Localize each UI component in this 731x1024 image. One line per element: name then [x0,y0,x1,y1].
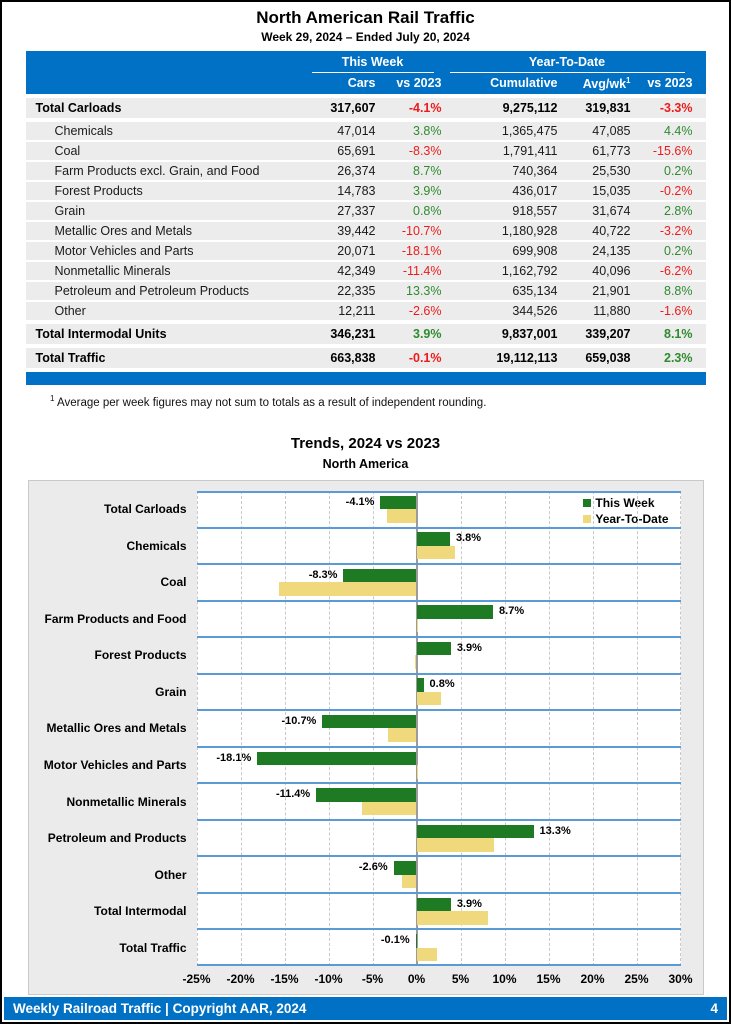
band-separator-line [197,491,681,493]
cell-label: Total Intermodal Units [35,327,167,342]
legend-swatch-ytd [583,515,591,523]
cell-avgwk: 659,038 [585,351,631,366]
cell-label: Motor Vehicles and Parts [54,244,194,259]
col-header-cumulative: Cumulative [490,76,558,90]
cell-cars: 47,014 [337,124,376,139]
cell-cumulative: 1,162,792 [501,264,558,279]
bar-label: -10.7% [281,714,317,727]
category-label: Forest Products [94,648,187,663]
category-label: Petroleum and Products [47,831,187,846]
band-separator-line [197,600,681,602]
cell-ytd-vs2023: 0.2% [664,244,693,259]
bar-label: -11.4% [275,788,311,801]
chart-subtitle: North America [322,456,409,471]
table-row [26,182,706,200]
bar-ytd [417,765,419,779]
header-spacer [26,76,304,91]
x-tick-label: 10% [492,971,517,986]
cell-cumulative: 740,364 [512,164,558,179]
bar-label: 3.9% [456,641,482,654]
cell-ytd-vs2023: 8.8% [664,284,693,299]
footer [4,997,727,1020]
cell-cars: 20,071 [337,244,376,259]
bar-this-week [417,825,534,839]
category-label: Metallic Ores and Metals [46,721,187,736]
x-tick-label: 30% [668,971,693,986]
cell-cumulative: 344,526 [512,304,558,319]
cell-week-vs2023: 13.3% [406,284,442,299]
cell-cars: 39,442 [337,224,376,239]
cell-label: Total Traffic [35,351,106,366]
cell-ytd-vs2023: 2.3% [664,351,693,366]
cell-avgwk: 47,085 [592,124,631,139]
table-row [26,348,706,368]
bar-label: 8.7% [499,605,525,618]
legend-item-ytd [583,512,668,526]
cell-cars: 14,783 [337,184,376,199]
cell-cumulative: 918,557 [512,204,558,219]
cell-cumulative: 635,134 [512,284,558,299]
cell-cars: 346,231 [330,327,376,342]
table-row [26,98,706,118]
cell-ytd-vs2023: -1.6% [659,304,693,319]
cell-ytd-vs2023: 0.2% [664,164,693,179]
cell-label: Forest Products [54,184,143,199]
cell-week-vs2023: 8.7% [413,164,442,179]
bar-this-week [417,605,494,619]
cell-cumulative: 9,275,112 [502,101,558,116]
cell-cumulative: 19,112,113 [496,351,558,366]
col-header-avgwk: Avg/$wk^1$ [582,76,631,92]
table-row [26,122,706,140]
bar-label: 3.9% [456,897,482,910]
bar-ytd [417,948,437,962]
band-separator-line [197,746,681,748]
category-label: Motor Vehicles and Parts [43,758,187,773]
cell-avgwk: 21,901 [592,284,631,299]
category-label: Total Traffic [119,940,187,955]
cell-label: Chemicals [54,124,113,139]
bar-ytd [279,582,416,596]
legend-swatch-this-week [583,499,591,507]
legend-item-this-week [583,496,668,510]
cell-ytd-vs2023: 4.4% [664,124,693,139]
bar-ytd [417,619,419,633]
legend-label-ytd: Year-To-Date [595,511,669,526]
cell-cars: 663,838 [330,351,376,366]
x-tick-label: -25% [182,971,211,986]
cell-avgwk: 339,207 [585,327,631,342]
x-axis-ticks [182,971,693,988]
cell-week-vs2023: -11.4% [402,264,442,279]
band-separator-line [197,928,681,930]
bar-ytd [362,802,417,816]
category-label: Farm Products and Food [44,611,187,626]
bar-this-week [416,934,417,948]
bar-this-week [257,752,416,766]
cell-label: Total Carloads [35,101,122,116]
band-separator-line [197,819,681,821]
cell-avgwk: 24,135 [592,244,631,259]
table-body [26,98,706,368]
cell-label: Grain [54,204,86,219]
bar-label: -0.1% [380,934,410,947]
bar-this-week [417,678,424,692]
bar-label: -4.1% [345,495,375,508]
cell-ytd-vs2023: -6.2% [659,264,693,279]
band-separator-line [197,855,681,857]
band-separator-line [197,709,681,711]
table-row [26,162,706,180]
band-separator-line [197,527,681,529]
col-header-ytd-vs2023: vs 2023 [647,76,693,90]
x-tick-label: -15% [270,971,299,986]
bar-ytd [417,692,442,706]
header-spacer [26,55,304,73]
bar-this-week [380,496,416,510]
bar-ytd [402,875,416,889]
cell-week-vs2023: 0.8% [413,204,442,219]
cell-label: Coal [54,144,81,159]
cell-label: Nonmetallic Minerals [54,264,171,279]
bar-ytd [417,838,494,852]
cell-label: Farm Products excl. Grain, and Food [54,164,260,179]
cell-week-vs2023: -4.1% [408,101,442,116]
cell-label: Other [54,304,86,319]
table-row [26,202,706,220]
bar-label: 0.8% [429,678,455,691]
footer-text: Weekly Railroad Traffic | Copyright AAR, 2024 [13,1001,307,1016]
chart-legend [583,496,668,528]
cell-avgwk: 11,880 [593,304,631,319]
cell-cumulative: 1,791,411 [502,144,558,159]
cell-avgwk: 31,674 [592,204,631,219]
band-separator-line [197,964,681,966]
cell-label: Metallic Ores and Metals [54,224,193,239]
cell-cars: 65,691 [337,144,376,159]
bar-ytd [417,546,456,560]
cell-week-vs2023: -2.6% [408,304,442,319]
table-row [26,262,706,280]
bar-ytd [387,509,416,523]
table-row [26,302,706,320]
cell-week-vs2023: 3.8% [413,124,442,139]
col-header-cars: Cars [347,76,376,90]
table-row [26,222,706,240]
page-title: North American Rail Traffic [256,8,475,27]
cell-cumulative: 1,365,475 [501,124,558,139]
category-label: Grain [155,684,187,699]
bar-this-week [417,642,451,656]
cell-ytd-vs2023: 8.1% [664,327,693,342]
cell-cumulative: 436,017 [512,184,558,199]
table-row [26,282,706,300]
bar-this-week [417,532,450,546]
legend-label-this-week: This Week [595,495,655,510]
cell-avgwk: 25,530 [592,164,631,179]
col-header-week-vs2023: vs 2023 [396,76,442,90]
x-tick-label: -20% [226,971,255,986]
group-header-ytd: Year-To-Date [450,55,685,73]
bar-label: -2.6% [358,861,388,874]
cell-avgwk: 61,773 [592,144,631,159]
chart-plot [197,491,681,966]
band-separator-line [197,563,681,565]
cell-cars: 317,607 [330,101,376,116]
bar-label: -8.3% [308,568,338,581]
category-label: Total Carloads [104,502,187,517]
cell-ytd-vs2023: 2.8% [664,204,693,219]
cell-cars: 42,349 [337,264,376,279]
bar-ytd [388,728,416,742]
page-number: 4 [710,1001,718,1016]
band-separator-line [197,673,681,675]
cell-cars: 27,337 [337,204,376,219]
x-tick-label: -5% [361,971,384,986]
bar-this-week [394,861,417,875]
table-row [26,242,706,260]
cell-cumulative: 9,837,001 [501,327,558,342]
cell-cumulative: 699,908 [512,244,558,259]
bar-this-week [316,788,416,802]
x-tick-label: 20% [580,971,605,986]
cell-week-vs2023: -10.7% [401,224,442,239]
bar-ytd [417,911,488,925]
cell-cars: 22,335 [337,284,376,299]
bar-label: 13.3% [539,824,571,837]
table-row [26,142,706,160]
category-label: Other [154,867,187,882]
footnote [50,394,729,409]
bar-label: 3.8% [455,532,482,545]
cell-ytd-vs2023: -3.2% [659,224,693,239]
cell-week-vs2023: 3.9% [413,184,442,199]
bar-this-week [417,898,451,912]
cell-week-vs2023: -18.1% [401,244,442,259]
cell-week-vs2023: -0.1% [408,351,442,366]
bar-ytd [415,655,417,669]
cell-avgwk: 40,096 [592,264,631,279]
cell-avgwk: 40,722 [592,224,631,239]
x-tick-label: 5% [451,971,470,986]
x-tick-label: 25% [624,971,649,986]
cell-week-vs2023: 3.9% [413,327,442,342]
category-label: Coal [160,575,187,590]
cell-label: Petroleum and Petroleum Products [54,284,250,299]
table-row [26,324,706,344]
x-tick-label: -10% [314,971,343,986]
category-label: Chemicals [126,538,187,553]
band-separator-line [197,636,681,638]
cell-ytd-vs2023: -0.2% [659,184,693,199]
cell-cars: 12,211 [338,304,376,319]
bar-this-week [343,569,416,583]
traffic-table [26,51,706,385]
cell-avgwk: 319,831 [585,101,631,116]
trends-chart [28,480,704,995]
cell-ytd-vs2023: -15.6% [652,144,693,159]
group-header-this-week: This Week [312,55,434,73]
page-subtitle: Week 29, 2024 – Ended July 20, 2024 [261,30,470,44]
chart-title: Trends, 2024 vs 2023 [290,434,441,452]
cell-cumulative: 1,180,928 [501,224,558,239]
band-separator-line [197,782,681,784]
bar-label: -18.1% [216,751,252,764]
table-header [26,51,706,94]
band-separator-line [197,892,681,894]
cell-avgwk: 15,035 [592,184,631,199]
cell-cars: 26,374 [337,164,376,179]
category-label: Nonmetallic Minerals [66,794,187,809]
cell-ytd-vs2023: -3.3% [659,101,693,116]
footnote-text: Average per week figures may not sum to totals as a result of independent rounding. [57,396,487,409]
table-bottom-bar [26,372,706,385]
x-tick-label: 15% [536,971,561,986]
bar-this-week [322,715,416,729]
cell-week-vs2023: -8.3% [408,144,442,159]
x-tick-label: 0% [407,971,426,986]
footnote-sup: 1 [50,394,55,404]
category-label: Total Intermodal [94,904,187,919]
